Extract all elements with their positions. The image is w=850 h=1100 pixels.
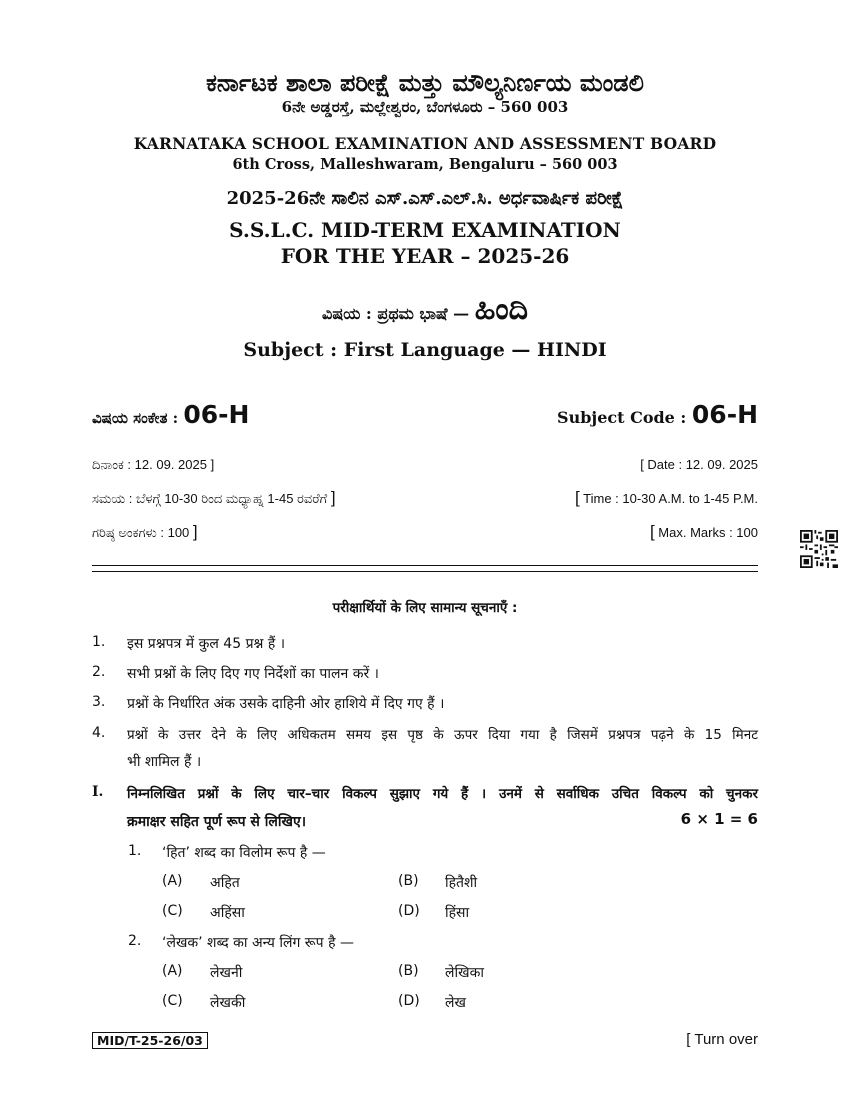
subject-english: Subject : First Language — HINDI xyxy=(243,339,607,361)
option-text: लेखिका xyxy=(445,965,484,981)
option-text: लेख xyxy=(445,995,466,1011)
section-marks: 6 × 1 = 6 xyxy=(680,810,758,828)
board-address-english: 6th Cross, Malleshwaram, Bengaluru – 560 003 xyxy=(232,156,618,173)
date-english: [ Date : 12. 09. 2025 xyxy=(640,457,758,472)
subject-kannada-prefix: ವಿಷಯ : ಪ್ರಥಮ ಭಾಷೆ — xyxy=(322,304,470,323)
subject-code-english-label: Subject Code : xyxy=(557,408,687,427)
option-text: लेखनी xyxy=(210,965,243,981)
subject-kannada xyxy=(0,292,850,327)
marks-kannada-text: ಗರಿಷ್ಠ ಅಂಕಗಳು : 100 xyxy=(92,525,190,540)
option-label: (B) xyxy=(398,873,419,889)
question-text: ‘लेखक’ शब्द का अन्य लिंग रूप है — xyxy=(162,935,354,951)
time-kannada-text: ಸಮಯ : ಬೆಳಗ್ಗೆ 10-30 ರಿಂದ ಮಧ್ಯಾಹ್ನ 1-45 ರವರೆಗೆ xyxy=(92,491,328,506)
option-label: (C) xyxy=(162,993,183,1009)
option-label: (B) xyxy=(398,963,419,979)
instruction-number: 3. xyxy=(92,694,106,710)
board-address-kannada: 6ನೇ ಅಡ್ಡರಸ್ತೆ, ಮಲ್ಲೇಶ್ವರಂ, ಬೆಂಗಳೂರು – 560 003 xyxy=(281,98,569,116)
subject-code-kannada-value: 06-H xyxy=(183,400,250,429)
section-instruction-continued: क्रमाक्षर सहित पूर्ण रूप से लिखिए। xyxy=(127,814,306,830)
board-name-english: KARNATAKA SCHOOL EXAMINATION AND ASSESSMENT BOARD xyxy=(133,134,717,153)
subject-code-english-value: 06-H xyxy=(691,400,758,429)
option-text: अहिंसा xyxy=(210,905,245,921)
instruction-text: प्रश्नों के निर्धारित अंक उसके दाहिनी ओर हाशिये में दिए गए हैं । xyxy=(127,696,445,712)
option-text: हिंसा xyxy=(445,905,470,921)
option-label: (A) xyxy=(162,963,183,979)
board-name-kannada: ಕರ್ನಾಟಕ ಶಾಲಾ ಪರೀಕ್ಷೆ ಮತ್ತು ಮೌಲ್ಯನಿರ್ಣಯ ಮಂಡಲಿ xyxy=(206,68,644,97)
instruction-text-continued: भी शामिल हैं । xyxy=(127,754,202,770)
exam-title-english: S.S.L.C. MID-TERM EXAMINATION xyxy=(229,218,621,242)
time-kannada: ಸಮಯ : ಬೆಳಗ್ಗೆ 10-30 ರಿಂದ ಮಧ್ಯಾಹ್ನ 1-45 ರವರೆಗೆ ] xyxy=(92,488,336,507)
section-number: I. xyxy=(92,784,104,800)
time-english-text: Time : 10-30 A.M. to 1-45 P.M. xyxy=(583,491,758,506)
question-number: 2. xyxy=(128,933,142,949)
divider-bottom xyxy=(92,571,758,572)
instruction-text: प्रश्नों के उत्तर देने के लिए अधिकतम समय इस पृष्ठ के ऊपर दिया गया है जिसमें प्रश्नपत्र पढ़ने के 15 मिनट xyxy=(127,727,758,743)
option-text: लेखकी xyxy=(210,995,246,1011)
option-label: (A) xyxy=(162,873,183,889)
instruction-text: सभी प्रश्नों के लिए दिए गए निर्देशों का पालन करें । xyxy=(127,666,379,682)
instruction-number: 2. xyxy=(92,664,106,680)
subject-code-english xyxy=(557,400,758,429)
instruction-number: 1. xyxy=(92,634,106,650)
instruction-text: इस प्रश्नपत्र में कुल 45 प्रश्न हैं । xyxy=(127,636,286,652)
instruction-number: 4. xyxy=(92,725,106,741)
subject-code-kannada xyxy=(92,400,249,429)
exam-title-kannada: 2025-26ನೇ ಸಾಲಿನ ಎಸ್.ಎಸ್.ಎಲ್.ಸಿ. ಅರ್ಧವಾರ್ಷಿಕ ಪರೀಕ್ಷೆ xyxy=(226,188,624,209)
qr-code-icon xyxy=(800,530,838,568)
option-label: (C) xyxy=(162,903,183,919)
date-kannada-text: ದಿನಾಂಕ : 12. 09. 2025 xyxy=(92,457,207,472)
marks-english-text: Max. Marks : 100 xyxy=(658,525,758,540)
subject-kannada-name: ಹಿಂದಿ xyxy=(474,292,528,327)
time-english: [ Time : 10-30 A.M. to 1-45 P.M. xyxy=(575,488,758,507)
option-text: हितैशी xyxy=(445,875,478,891)
option-label: (D) xyxy=(398,903,420,919)
date-kannada: ದಿನಾಂಕ : 12. 09. 2025 ] xyxy=(92,457,215,472)
question-number: 1. xyxy=(128,843,142,859)
turn-over: [ Turn over xyxy=(686,1031,758,1048)
option-label: (D) xyxy=(398,993,420,1009)
subject-code-kannada-label: ವಿಷಯ ಸಂಕೇತ : xyxy=(92,409,179,427)
section-instruction: निम्नलिखित प्रश्नों के लिए चार–चार विकल्प सुझाए गये हैं । उनमें से सर्वाधिक उचित विकल्प को चुनकर xyxy=(127,786,758,802)
paper-code: MID/T-25-26/03 xyxy=(92,1032,208,1049)
question-text: ‘हित’ शब्द का विलोम रूप है — xyxy=(162,845,326,861)
divider-top xyxy=(92,565,758,566)
marks-kannada: ಗರಿಷ್ಠ ಅಂಕಗಳು : 100 ] xyxy=(92,522,198,541)
exam-year-english: FOR THE YEAR – 2025-26 xyxy=(280,244,570,268)
option-text: अहित xyxy=(210,875,240,891)
marks-english: [ Max. Marks : 100 xyxy=(649,522,758,541)
instructions-title: परीक्षार्थियों के लिए सामान्य सूचनाएँ : xyxy=(332,600,518,616)
